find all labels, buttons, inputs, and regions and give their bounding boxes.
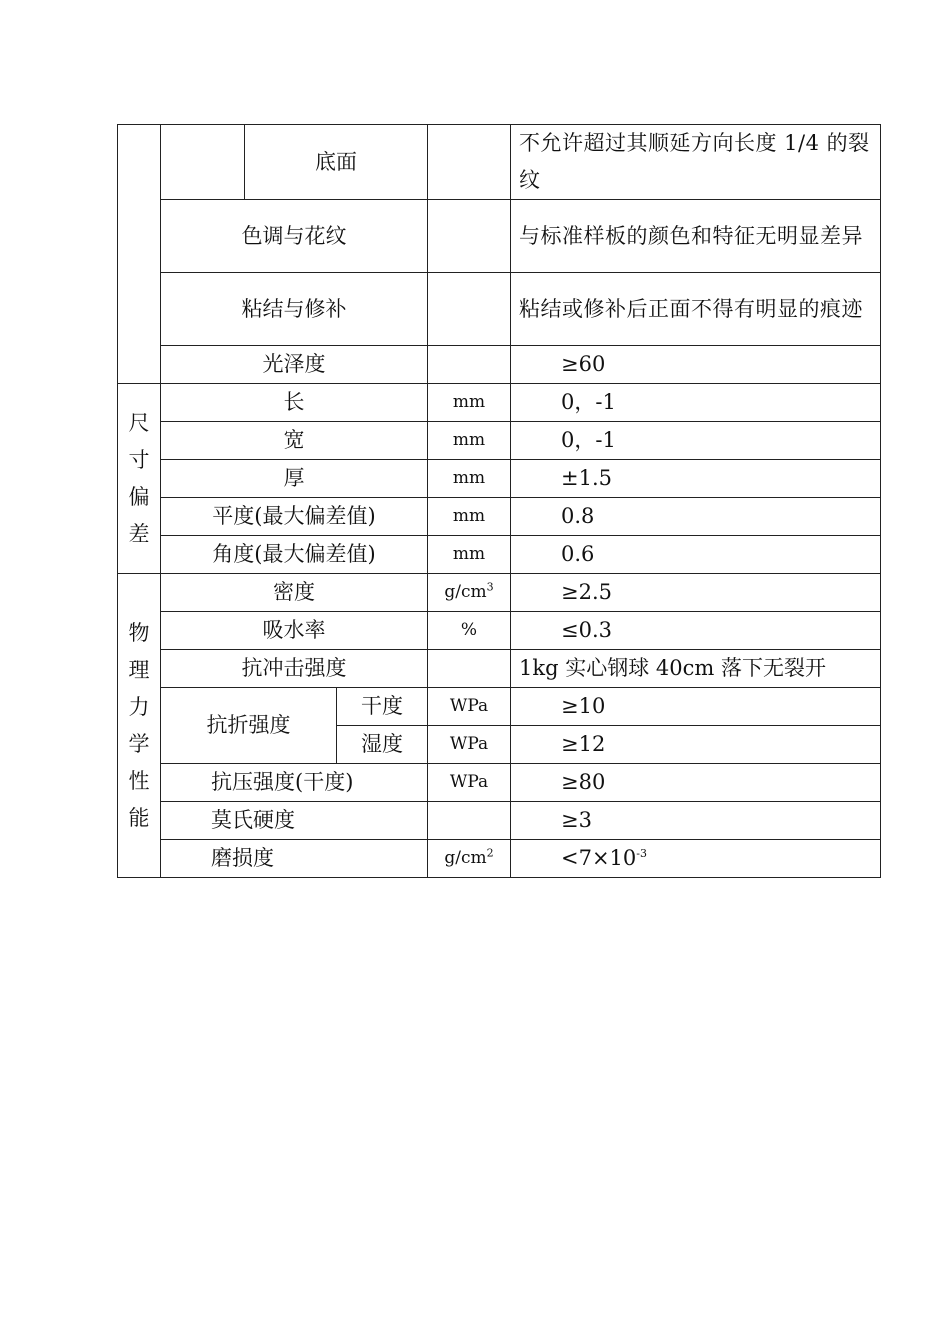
table-row (118, 840, 881, 878)
item-name: 抗折强度 (161, 688, 337, 764)
table-row (118, 764, 881, 802)
spec-table (117, 124, 881, 878)
item-name: 吸水率 (161, 612, 428, 650)
item-name: 抗冲击强度 (161, 650, 428, 688)
value-base: <7×10 (561, 846, 637, 870)
category-char: 学 (128, 731, 150, 756)
item-value: 0.8 (511, 498, 881, 536)
blank-cell (161, 125, 245, 200)
item-name: 长 (161, 384, 428, 422)
category-char: 能 (128, 805, 150, 830)
category-char: 理 (128, 657, 150, 682)
table-row (118, 346, 881, 384)
value-superscript: -3 (636, 847, 647, 860)
item-value: ≥60 (511, 346, 881, 384)
unit-superscript: 3 (486, 580, 494, 594)
item-value: 不允许超过其顺延方向长度 1/4 的裂纹 (511, 125, 881, 200)
item-unit: % (428, 612, 511, 650)
item-unit (428, 802, 511, 840)
sub-item-name: 干度 (337, 688, 428, 726)
item-value: ≥2.5 (511, 574, 881, 612)
item-value: ≥12 (511, 726, 881, 764)
item-name: 抗压强度(干度) (161, 764, 428, 802)
item-unit: WPa (428, 688, 511, 726)
item-name: 厚 (161, 460, 428, 498)
table-row (118, 650, 881, 688)
item-name: 莫氏硬度 (161, 802, 428, 840)
item-unit (428, 574, 511, 612)
table-row (118, 536, 881, 574)
table-row (118, 273, 881, 346)
item-unit (428, 650, 511, 688)
table-row (118, 574, 881, 612)
table-row (118, 422, 881, 460)
item-unit: mm (428, 460, 511, 498)
item-name: 光泽度 (161, 346, 428, 384)
item-name: 粘结与修补 (161, 273, 428, 346)
item-name: 平度(最大偏差值) (161, 498, 428, 536)
category-char: 差 (128, 521, 150, 546)
category-char: 力 (128, 694, 150, 719)
item-unit: mm (428, 384, 511, 422)
item-value: ≥80 (511, 764, 881, 802)
item-value: ≥3 (511, 802, 881, 840)
item-unit: WPa (428, 726, 511, 764)
item-unit (428, 840, 511, 878)
item-unit: WPa (428, 764, 511, 802)
item-value: 0.6 (511, 536, 881, 574)
item-unit (428, 346, 511, 384)
spec-table-container (117, 124, 881, 878)
item-name: 密度 (161, 574, 428, 612)
item-value: ±1.5 (511, 460, 881, 498)
item-name: 色调与花纹 (161, 200, 428, 273)
item-value: ≥10 (511, 688, 881, 726)
category-char: 偏 (128, 484, 150, 509)
item-value: ≤0.3 (511, 612, 881, 650)
item-name: 底面 (245, 125, 428, 200)
category-char: 尺 (128, 410, 150, 435)
item-value: 1kg 实心钢球 40cm 落下无裂开 (511, 650, 881, 688)
item-unit: mm (428, 498, 511, 536)
item-value (511, 840, 881, 878)
table-row (118, 125, 881, 200)
category-char: 性 (128, 768, 150, 793)
unit-base: g/cm (444, 582, 487, 602)
table-row (118, 384, 881, 422)
physical-category (118, 574, 161, 878)
item-value: 0，-1 (511, 422, 881, 460)
table-row (118, 612, 881, 650)
item-unit (428, 273, 511, 346)
category-char: 物 (128, 620, 150, 645)
table-row (118, 460, 881, 498)
appearance-category-cell (118, 125, 161, 384)
item-unit (428, 125, 511, 200)
category-char: 寸 (128, 447, 150, 472)
size-deviation-category (118, 384, 161, 574)
item-value: 与标准样板的颜色和特征无明显差异 (511, 200, 881, 273)
item-unit (428, 200, 511, 273)
item-name: 宽 (161, 422, 428, 460)
item-name: 角度(最大偏差值) (161, 536, 428, 574)
table-row (118, 802, 881, 840)
unit-superscript: 2 (486, 846, 494, 860)
table-row (118, 200, 881, 273)
item-value: 0，-1 (511, 384, 881, 422)
item-value: 粘结或修补后正面不得有明显的痕迹 (511, 273, 881, 346)
unit-base: g/cm (444, 848, 487, 868)
table-row (118, 688, 881, 726)
sub-item-name: 湿度 (337, 726, 428, 764)
item-name: 磨损度 (161, 840, 428, 878)
table-row (118, 498, 881, 536)
item-unit: mm (428, 536, 511, 574)
item-unit: mm (428, 422, 511, 460)
